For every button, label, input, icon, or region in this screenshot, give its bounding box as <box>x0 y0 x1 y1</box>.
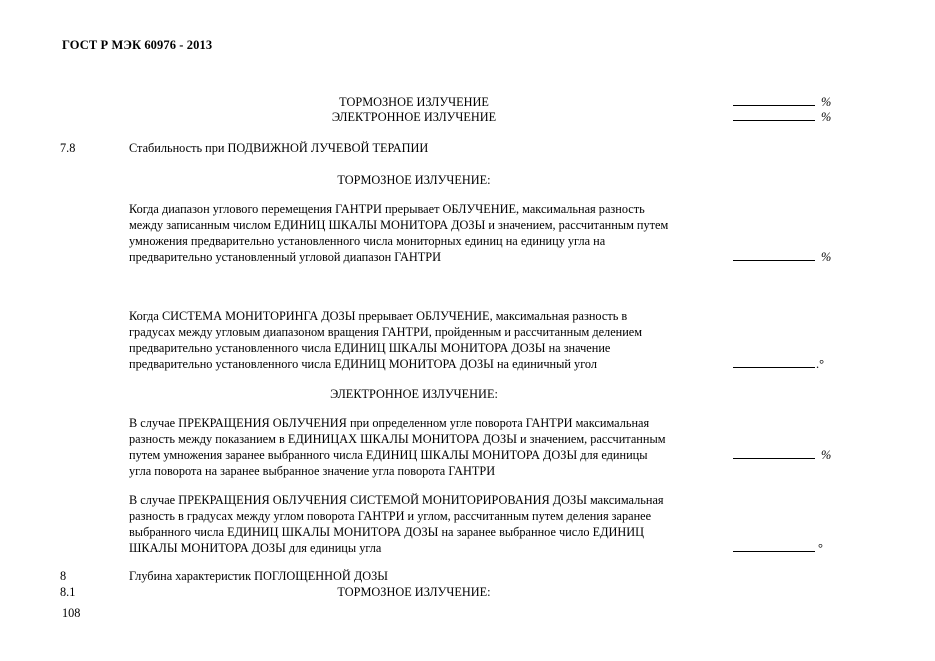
blank-line <box>733 109 815 121</box>
paragraph-line: угла поворота на заранее выбранное значение угла поворота ГАНТРИ <box>129 464 496 478</box>
page-number: 108 <box>62 606 81 620</box>
blank-field-para4 <box>733 540 823 556</box>
paragraph-line: Когда диапазон углового перемещения ГАНТРИ прерывает ОБЛУЧЕНИЕ, максимальная разность <box>129 202 645 216</box>
paragraph-termination-angle <box>129 415 729 479</box>
paragraph-line: выбранного числа ЕДИНИЦ ШКАЛЫ МОНИТОРА ДОЗЫ на заранее выбранное число ЕДИНИЦ <box>129 525 644 539</box>
paragraph-line: Когда СИСТЕМА МОНИТОРИНГА ДОЗЫ прерывает ОБЛУЧЕНИЕ, максимальная разность в <box>129 309 628 323</box>
electron-heading: ЭЛЕКТРОННОЕ ИЗЛУЧЕНИЕ: <box>330 387 498 401</box>
paragraph-line: разность в градусах между углом поворота ГАНТРИ и углом, рассчитанным путем деления заранее <box>129 509 652 523</box>
document-header: ГОСТ Р МЭК 60976 - 2013 <box>62 38 213 52</box>
blank-line <box>733 94 815 106</box>
section-title-8: Глубина характеристик ПОГЛОЩЕННОЙ ДОЗЫ <box>129 569 388 583</box>
brems-heading: ТОРМОЗНОЕ ИЗЛУЧЕНИЕ: <box>337 173 491 187</box>
section-number-7-8: 7.8 <box>60 141 76 155</box>
blank-line <box>733 540 815 552</box>
paragraph-termination-monitoring <box>129 492 729 556</box>
paragraph-line: путем умножения заранее выбранного числа ЕДИНИЦ ШКАЛЫ МОНИТОРА ДОЗЫ для единицы <box>129 448 648 462</box>
blank-line <box>733 356 815 368</box>
electron-label-top: ЭЛЕКТРОННОЕ ИЗЛУЧЕНИЕ <box>331 110 497 124</box>
blank-field-para2 <box>733 356 824 372</box>
paragraph-line: между записанным числом ЕДИНИЦ ШКАЛЫ МОНИТОРА ДОЗЫ и значением, рассчитанным путем <box>129 218 669 232</box>
blank-line <box>733 249 815 261</box>
unit-label: % <box>821 110 832 124</box>
unit-label: % <box>821 250 832 264</box>
section-number-8-1: 8.1 <box>60 585 76 599</box>
paragraph-gantry-range <box>129 201 729 265</box>
paragraph-line: предварительно установленного числа ЕДИНИЦ МОНИТОРА ДОЗЫ на единичный угол <box>129 357 598 371</box>
blank-line <box>733 447 815 459</box>
blank-field-para3 <box>733 447 831 463</box>
paragraph-line: умножения предварительно установленного числа мониторных единиц на единицу угла на <box>129 234 606 248</box>
unit-label: % <box>821 448 832 462</box>
unit-label: .° <box>816 357 824 371</box>
blank-field-para1 <box>733 249 831 265</box>
brems-heading-8-1: ТОРМОЗНОЕ ИЗЛУЧЕНИЕ: <box>337 585 491 599</box>
paragraph-line: ШКАЛЫ МОНИТОРА ДОЗЫ для единицы угла <box>129 541 382 555</box>
brems-label-top: ТОРМОЗНОЕ ИЗЛУЧЕНИЕ <box>339 95 489 109</box>
blank-field-electron-top <box>733 109 831 125</box>
paragraph-line: градусах между угловым диапазоном вращения ГАНТРИ, пройденным и рассчитанным делением <box>129 325 643 339</box>
paragraph-dose-monitoring <box>129 308 729 372</box>
paragraph-line: В случае ПРЕКРАЩЕНИЯ ОБЛУЧЕНИЯ при определенном угле поворота ГАНТРИ максимальная <box>129 416 650 430</box>
paragraph-line: предварительно установленный угловой диапазон ГАНТРИ <box>129 250 442 264</box>
section-title-7-8: Стабильность при ПОДВИЖНОЙ ЛУЧЕВОЙ ТЕРАПИИ <box>129 141 429 155</box>
unit-label: ° <box>818 541 823 555</box>
unit-label: % <box>821 95 832 109</box>
section-number-8: 8 <box>60 569 67 583</box>
blank-field-brems-top <box>733 94 831 110</box>
paragraph-line: предварительно установленного числа ЕДИНИЦ ШКАЛЫ МОНИТОРА ДОЗЫ на значение <box>129 341 611 355</box>
paragraph-line: разность между показанием в ЕДИНИЦАХ ШКАЛЫ МОНИТОРА ДОЗЫ и значением, рассчитанным <box>129 432 666 446</box>
paragraph-line: В случае ПРЕКРАЩЕНИЯ ОБЛУЧЕНИЯ СИСТЕМОЙ МОНИТОРИРОВАНИЯ ДОЗЫ максимальная <box>129 493 664 507</box>
